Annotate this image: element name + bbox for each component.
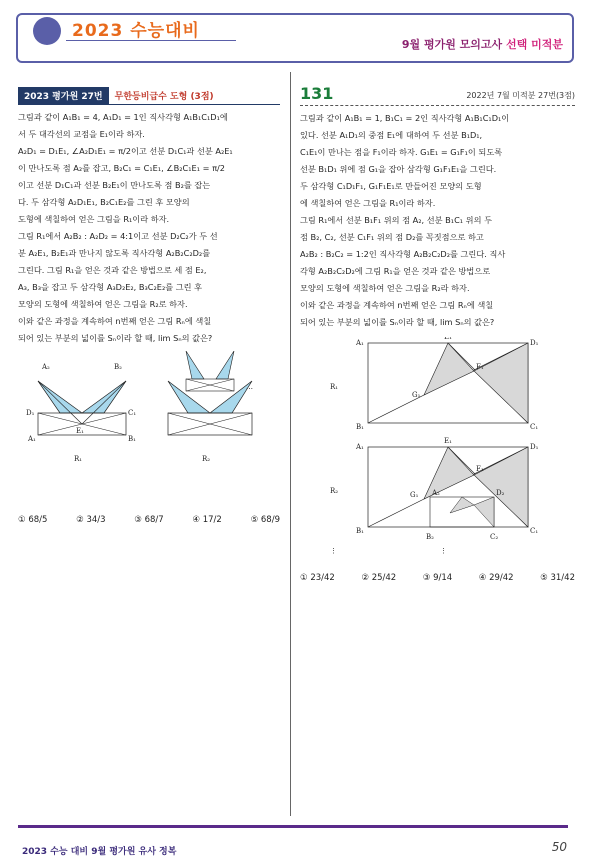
- svg-text:B₁: B₁: [128, 435, 136, 443]
- problem-tag-line: [18, 84, 280, 105]
- svg-text:E₁: E₁: [444, 337, 452, 341]
- svg-text:A₁: A₁: [356, 443, 364, 451]
- header-subtitle: 9월 평가원 모의고사 선택 미적분: [401, 38, 563, 51]
- svg-text:E₁: E₁: [444, 437, 452, 445]
- choice-3[interactable]: ③ 68/7: [134, 515, 164, 525]
- left-column: [18, 84, 280, 525]
- problem-source: 2022년 7월 미적분 27번(3점): [466, 91, 575, 100]
- svg-text:C₁: C₁: [530, 527, 539, 535]
- choice-5[interactable]: ⑤ 68/9: [250, 515, 280, 525]
- r1-label: R₁: [74, 455, 83, 463]
- choice-5[interactable]: ⑤ 31/42: [540, 573, 575, 583]
- right-r1-label: R₁: [330, 383, 339, 391]
- svg-text:D₁: D₁: [26, 409, 35, 417]
- dashed-divider: [300, 105, 575, 106]
- svg-text:D₁: D₁: [530, 339, 539, 347]
- svg-text:C₁: C₁: [530, 423, 539, 431]
- left-figure: [18, 351, 280, 511]
- svg-text:B₂: B₂: [114, 363, 122, 371]
- svg-text:A₁: A₁: [356, 339, 364, 347]
- choice-2[interactable]: ② 34/3: [76, 515, 106, 525]
- header-title: 2023 수능대비: [72, 21, 200, 41]
- svg-text:C₁: C₁: [128, 409, 137, 417]
- right-figure: [300, 337, 575, 569]
- right-problem-text: 그림과 같이 A₁B₁ = 1, B₁C₁ = 2인 직사각형 A₁B₁C₁D₁이 있다. 선분 A₁D₁의 중점 E₁에 대하여 두 선분 B₁D₁, C₁E₁이 만나는 점을 F₁이라 하자. G₁E₁ = G₁F₁이 되도록 선분 B₁D₁ 위에 점 G₁을 잡아 삼각형 G₁F₁E₁을 그린다. 두 삼각형 C₁D₁F₁, G₁F₁E₁로 만들어진 모양의 도형 에 색칠하여 얻은 그림을 R₁이라 하자. 그림 R₁에서 선분 B₁F₁ 위의 점 A₂, 선분 B₁C₁ 위의 두 점 B₂, C₂, 선분 C₁F₁ 위의 점 D₂를 꼭짓점으로 하고 A₂B₂ : B₂C₂ = 1:2인 직사각형 A₂B₂C₂D₂를 그린다. 직사 각형 A₂B₂C₂D₂에 그림 R₁을 얻은 것과 같은 방법으로 모양의 도형에 색칠하여 얻은 그림을 R₂라 하자. 이와 같은 과정을 계속하여 n번째 얻은 그림 Rₙ에 색칠 되어 있는 부분의 넓이를 Sₙ이라 할 때, lim Sₙ의 값은?: [300, 113, 510, 327]
- left-problem-text: 그림과 같이 A₁B₁ = 4, A₁D₁ = 1인 직사각형 A₁B₁C₁D₁에 서 두 대각선의 교점을 E₁이라 하자. A₂D₁ = D₁E₁, ∠A₂D₁E₁ = π/2이고 선분 D₁C₁과 선분 A₂E₁ 이 만나도록 점 A₂를 잡고, B₂C₁ = C₁E₁, ∠B₂C₁E₁ = π/2 이고 선분 D₁C₁과 선분 B₂E₁이 만나도록 점 B₂를 잡는 다. 두 삼각형 A₂D₁E₁, B₂C₁E₂를 그린 후 모양의 도형에 색칠하여 얻은 그림을 R₁이라 하자. 그림 R₁에서 A₂B₂ : A₂D₂ = 4:1이고 선분 D₂C₂가 두 선 분 A₂E₁, B₂E₁과 만나지 않도록 직사각형 A₂B₂C₂D₂를 그린다. 그림 R₁을 얻은 것과 같은 방법으로 세 점 E₂, A₃, B₃을 잡고 두 삼각형 A₃D₂E₂, B₃C₂E₂를 그린 후 모양의 도형에 색칠하여 얻은 그림을 R₂로 하자. 이와 같은 과정을 계속하여 n번째 얻은 그림 Rₙ에 색칠 되어 있는 부분의 넓이를 Sₙ이라 할 때, lim Sₙ의 값은?: [18, 112, 233, 343]
- svg-text:A₁: A₁: [28, 435, 36, 443]
- problem-number-line: [300, 84, 575, 103]
- svg-text:D₂: D₂: [496, 489, 505, 497]
- right-column: [300, 84, 575, 583]
- header-underline: [66, 40, 236, 41]
- svg-text:B₂: B₂: [426, 533, 434, 541]
- right-r2-label: R₂: [330, 487, 339, 495]
- svg-text:B₁: B₁: [356, 423, 364, 431]
- svg-text:F₁: F₁: [476, 465, 484, 473]
- svg-text:G₁: G₁: [410, 491, 419, 499]
- problem-tag: 2023 평가원 27번: [18, 87, 109, 104]
- choice-4[interactable]: ④ 29/42: [478, 573, 514, 583]
- right-dots-1: ⋮: [330, 547, 337, 555]
- svg-text:B₁: B₁: [356, 527, 364, 535]
- svg-text:G₁: G₁: [412, 391, 421, 399]
- problem-topic: 무한등비급수 도형 (3점): [114, 92, 214, 102]
- svg-text:F₁: F₁: [476, 363, 484, 371]
- svg-text:E₁: E₁: [76, 427, 84, 435]
- choice-4[interactable]: ④ 17/2: [192, 515, 222, 525]
- problem-number: 131: [300, 84, 334, 103]
- svg-text:C₂: C₂: [490, 533, 499, 541]
- svg-text:A₂: A₂: [42, 363, 50, 371]
- svg-text:D₁: D₁: [530, 443, 539, 451]
- choice-1[interactable]: ① 68/5: [18, 515, 48, 525]
- right-dots-2: ⋮: [440, 547, 447, 555]
- page-number: 50: [551, 840, 567, 854]
- notepad-icon: [33, 17, 61, 45]
- choice-3[interactable]: ③ 9/14: [422, 573, 453, 583]
- right-choices: [300, 573, 575, 583]
- footer-text: 2023 수능 대비 9월 평가원 유사 정복: [22, 847, 177, 857]
- footer-rule: [18, 825, 568, 828]
- left-choices: [18, 515, 280, 525]
- r2-dots: …: [246, 383, 253, 391]
- r2-label: R₂: [202, 455, 211, 463]
- column-divider: [290, 72, 291, 816]
- choice-1[interactable]: ① 23/42: [300, 573, 335, 583]
- svg-text:A₂: A₂: [432, 489, 440, 497]
- choice-2[interactable]: ② 25/42: [361, 573, 397, 583]
